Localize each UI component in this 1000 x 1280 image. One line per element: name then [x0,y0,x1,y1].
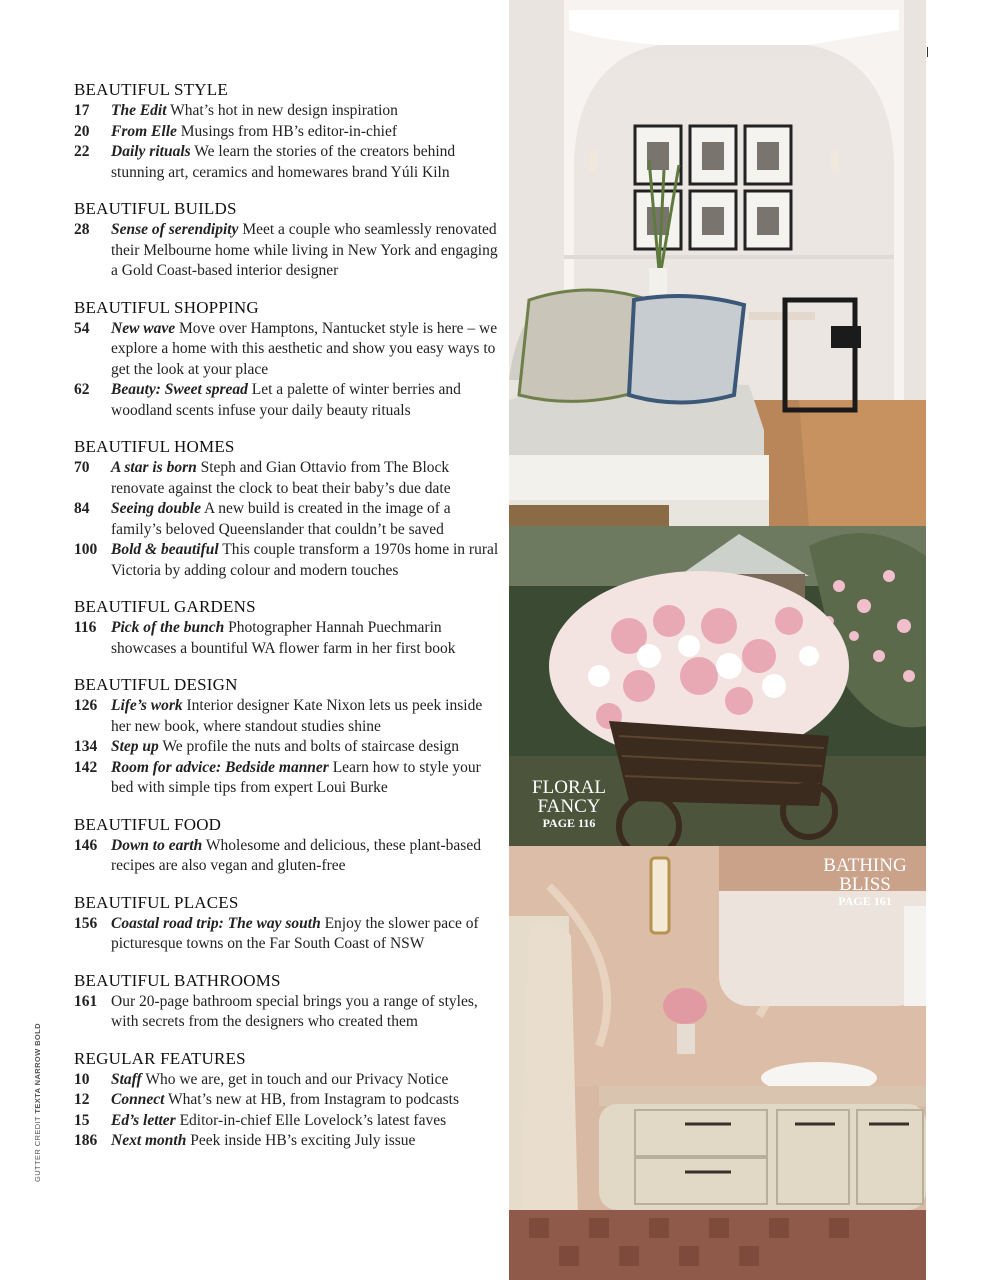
section-title: REGULAR FEATURES [74,1048,246,1068]
toc-section [74,1049,504,1152]
page-number: 126 [74,697,98,714]
toc-entry[interactable] [74,458,504,499]
toc-entry[interactable] [74,1090,504,1111]
toc-entry[interactable] [74,540,504,581]
section-title: BEAUTIFUL SHOPPING [74,297,259,317]
story-description: Meet a couple who seamlessly renovated their Melbourne home while living in New York and engaging a Gold Coast-based interior designer [111,221,498,279]
story-description: We profile the nuts and bolts of staircase design [158,738,460,755]
page-number: 15 [74,1111,90,1129]
floral-caption: FLORAL FANCY PAGE 116 [532,777,606,830]
page-number: 17 [74,102,90,119]
living-room-photo [509,0,926,526]
toc-section [74,597,504,659]
story-title: Bold & beautiful [111,541,219,558]
page-number: 146 [74,836,98,854]
toc-entry[interactable] [74,1111,504,1132]
toc-entry[interactable] [74,220,504,282]
story-description: Enjoy the slower pace of picturesque towns on the Far South Coast of NSW [111,914,479,952]
page-number: 161 [74,992,98,1010]
story-title: Next month [111,1132,187,1149]
page-number: 134 [74,738,98,755]
story-description: A new build is created in the image of a family’s beloved Queenslander that couldn’t be saved [111,500,451,538]
toc-entry[interactable] [74,618,504,659]
gutter-credit: GUTTER CREDIT TEXTA NARROW BOLD [33,1023,42,1182]
toc-entry[interactable] [74,142,504,183]
story-description: Photographer Hannah Puechmarin showcases a bountiful WA flower farm in her first book [111,619,456,657]
page-number: 156 [74,914,98,932]
story-description: What’s hot in new design inspiration [166,102,398,119]
page-number: 116 [74,619,97,636]
bathroom-photo [509,846,926,1280]
page-number: 62 [74,381,90,398]
story-title: Room for advice: Bedside manner [111,758,329,776]
table-of-contents [74,80,504,1168]
toc-entry[interactable] [74,696,504,737]
story-description: Our 20-page bathroom special brings you a range of styles, with secrets from the designers who created them [111,992,478,1030]
story-title: Sense of serendipity [111,221,239,238]
story-description: What’s new at HB, from Instagram to podcasts [164,1091,459,1108]
story-description: Let a palette of winter berries and woodland scents infuse your daily beauty rituals [111,381,461,419]
toc-section [74,437,504,581]
story-description: This couple transform a 1970s home in rural Victoria by adding colour and modern touches [111,541,499,579]
section-title: BEAUTIFUL BUILDS [74,199,237,218]
section-title: BEAUTIFUL FOOD [74,814,222,834]
toc-section [74,675,504,799]
story-description: Musings from HB’s editor-in-chief [176,122,397,140]
story-title: New wave [111,319,176,337]
page-number: 54 [74,319,90,337]
story-title: Beauty: Sweet spread [111,381,248,398]
toc-section [74,298,504,422]
toc-section [74,815,504,877]
page-number: 142 [74,758,98,776]
story-description: Peek inside HB’s exciting July issue [186,1132,416,1149]
page-number: 84 [74,500,90,517]
toc-section [74,80,504,183]
story-title: Seeing double [111,500,201,517]
page-number: 70 [74,459,90,476]
toc-entry[interactable] [74,101,504,122]
section-title: BEAUTIFUL GARDENS [74,597,256,616]
story-title: From Elle [111,122,177,140]
toc-entry[interactable] [74,122,504,143]
story-title: Life’s work [111,697,183,714]
story-description: We learn the stories of the creators behind stunning art, ceramics and homewares brand Yúli Kiln [111,143,456,181]
story-title: Pick of the bunch [111,619,225,636]
toc-section [74,199,504,282]
page-number: 10 [74,1070,90,1088]
story-description: Learn how to style your bed with simple tips from expert Loui Burke [111,758,481,796]
page-number: 20 [74,122,90,140]
toc-section [74,971,504,1033]
story-title: Daily rituals [111,143,191,160]
page-number: 28 [74,221,90,238]
toc-entry[interactable] [74,737,504,758]
toc-entry[interactable] [74,992,504,1033]
story-title: A star is born [111,459,197,476]
story-title: Connect [111,1091,165,1108]
toc-section [74,893,504,955]
story-title: Down to earth [111,836,203,854]
story-description: Move over Hamptons, Nantucket style is here – we explore a home with this aesthetic and show you easy ways to get the look at your place [111,319,498,378]
page-number: 100 [74,541,98,558]
story-title: The Edit [111,102,167,119]
toc-entry[interactable] [74,836,504,877]
story-title: Step up [111,738,159,755]
story-description: Steph and Gian Ottavio from The Block renovate against the clock to beat their baby’s due date [111,459,451,497]
toc-entry[interactable] [74,1131,504,1152]
margin-tick [927,47,928,57]
section-title: BEAUTIFUL DESIGN [74,675,238,694]
toc-entry[interactable] [74,1070,504,1091]
section-title: BEAUTIFUL STYLE [74,80,228,99]
page-number: 12 [74,1091,90,1108]
section-title: BEAUTIFUL BATHROOMS [74,970,281,990]
story-description: Interior designer Kate Nixon lets us peek inside her new book, where standout studies shine [111,697,483,735]
story-title: Ed’s letter [111,1111,176,1129]
toc-entry[interactable] [74,914,504,955]
toc-entry[interactable] [74,499,504,540]
toc-entry[interactable] [74,380,504,421]
page-number: 22 [74,143,90,160]
page-number: 186 [74,1132,98,1149]
story-description: Who we are, get in touch and our Privacy Notice [141,1070,449,1088]
story-description: Wholesome and delicious, these plant-based recipes are also vegan and gluten-free [111,836,481,874]
floral-photo [509,526,926,846]
toc-entry[interactable] [74,319,504,381]
story-title: Coastal road trip: The way south [111,914,321,932]
bathing-caption: BATHING BLISS PAGE 161 [823,855,907,908]
toc-entry[interactable] [74,758,504,799]
section-title: BEAUTIFUL PLACES [74,892,239,912]
story-title: Staff [111,1070,142,1088]
section-title: BEAUTIFUL HOMES [74,437,235,456]
story-description: Editor-in-chief Elle Lovelock’s latest faves [175,1111,447,1129]
